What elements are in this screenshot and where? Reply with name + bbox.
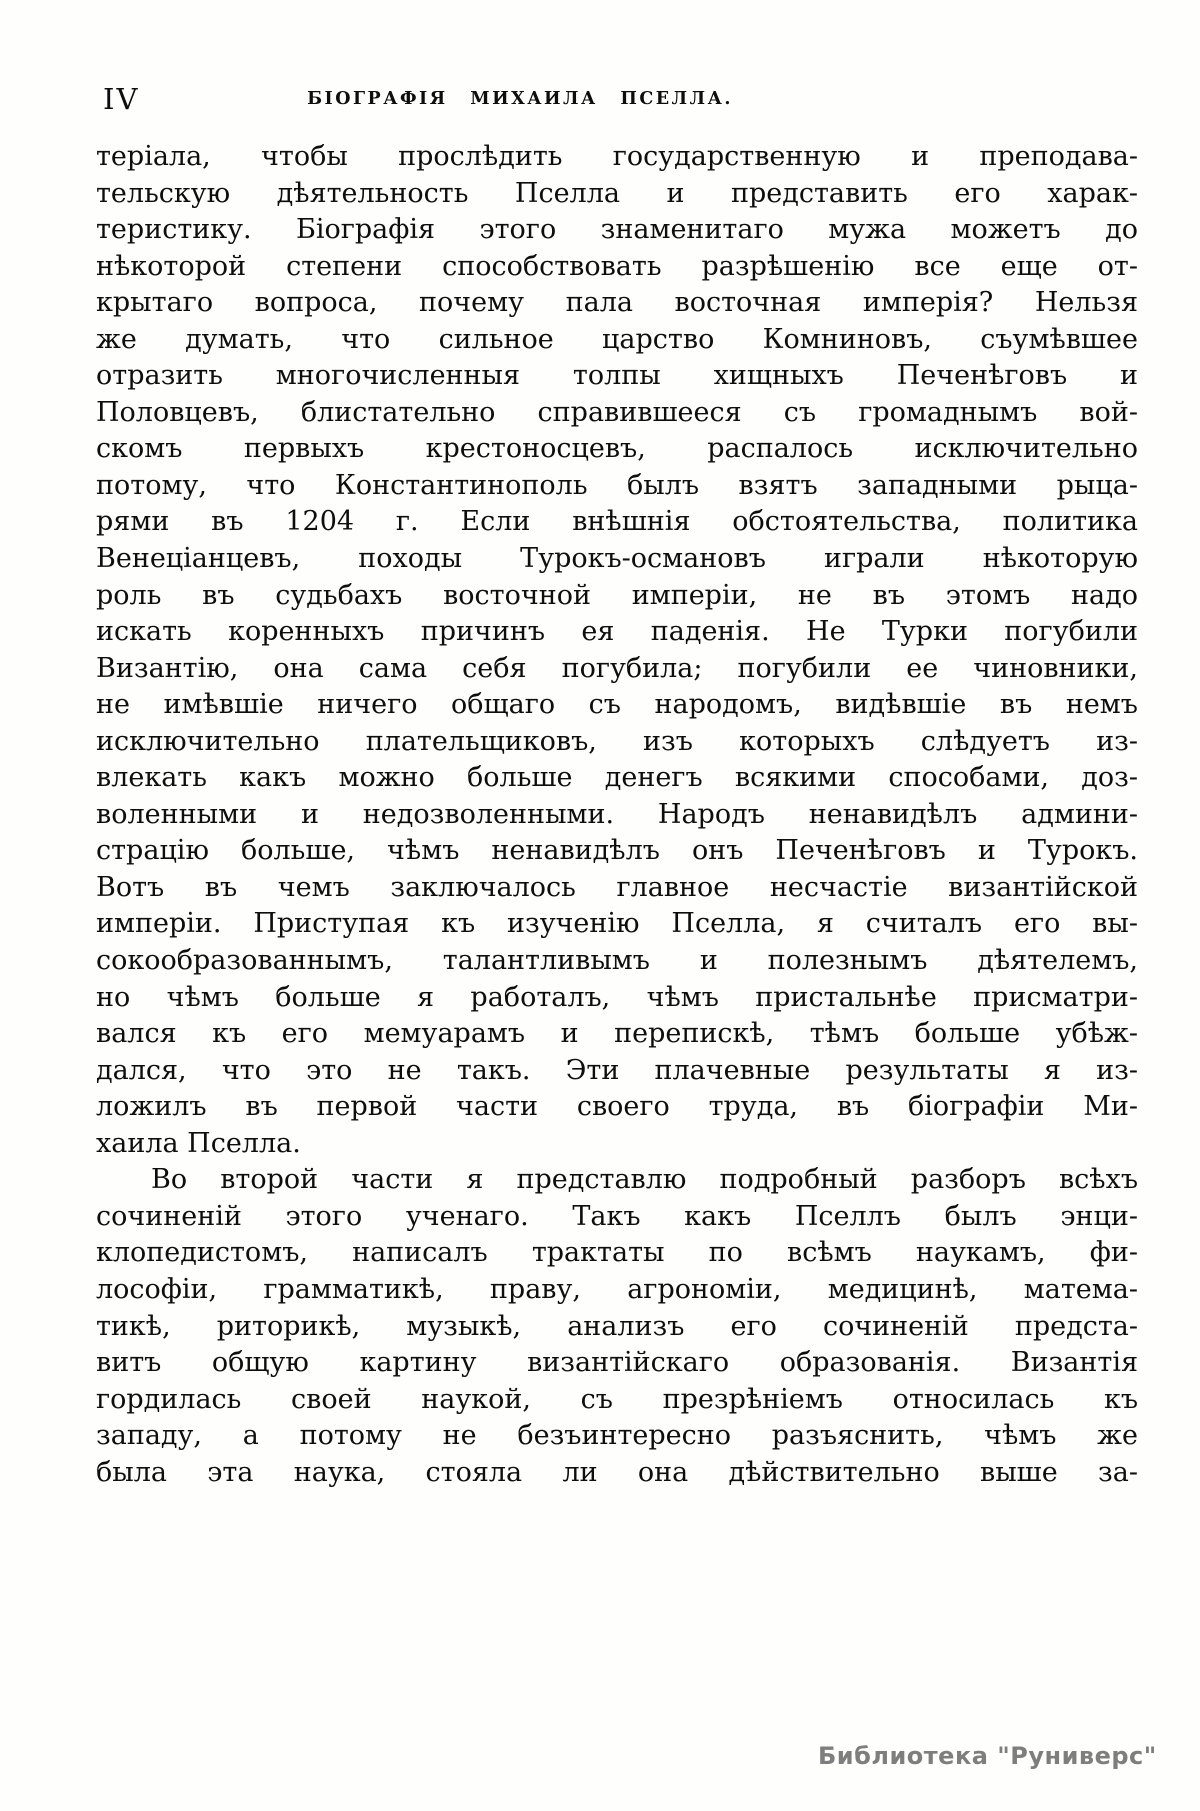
text-line: но чѣмъ больше я работалъ, чѣмъ пристальнѣе присматри- — [96, 981, 1138, 1013]
page-header — [0, 82, 1200, 122]
text-line: клопедистомъ, написалъ трактаты по всѣмъ наукамъ, фи- — [96, 1237, 1138, 1269]
text-line: Венеціанцевъ, походы Турокъ-османовъ играли нѣкоторую — [96, 543, 1138, 575]
text-line: исключительно плательщиковъ, изъ которыхъ слѣдуетъ из- — [96, 725, 1138, 757]
running-title: БІОГРАФІЯ МИХАИЛА ПСЕЛЛА. — [307, 89, 733, 109]
text-line: крытаго вопроса, почему пала восточная имперія? Нельзя — [96, 287, 1138, 319]
text-line: Половцевъ, блистательно справившееся съ громаднымъ вой- — [96, 396, 1138, 428]
text-line: сокообразованнымъ, талантливымъ и полезнымъ дѣятелемъ, — [96, 945, 1138, 977]
text-line: витъ общую картину византійскаго образованія. Византія — [96, 1347, 1138, 1379]
text-line: страцію больше, чѣмъ ненавидѣлъ онъ Печенѣговъ и Турокъ. — [96, 835, 1138, 867]
text-line: роль въ судьбахъ восточной имперіи, не въ этомъ надо — [96, 579, 1138, 611]
text-line: лософіи, грамматикѣ, праву, агрономіи, медицинѣ, матема- — [96, 1273, 1138, 1305]
text-line: тельскую дѣятельность Пселла и представить его харак- — [96, 177, 1138, 209]
body-text — [96, 139, 1138, 1491]
text-line: хаила Пселла. — [96, 1127, 301, 1159]
text-line: искать коренныхъ причинъ ея паденія. Не Турки погубили — [96, 616, 1138, 648]
text-line: тикѣ, риторикѣ, музыкѣ, анализъ его сочиненій предста- — [96, 1310, 1138, 1342]
text-line: влекать какъ можно больше денегъ всякими способами, доз- — [96, 762, 1138, 794]
text-line: ложилъ въ первой части своего труда, въ біографіи Ми- — [96, 1091, 1138, 1123]
text-line: рями въ 1204 г. Если внѣшнія обстоятельства, политика — [96, 506, 1138, 538]
text-line: дался, что это не такъ. Эти плачевные результаты я из- — [96, 1054, 1138, 1086]
text-line: гордилась своей наукой, съ презрѣніемъ относилась къ — [96, 1383, 1138, 1415]
library-watermark: Библиотека "Руниверс" — [818, 1742, 1157, 1770]
text-line: отразить многочисленныя толпы хищныхъ Печенѣговъ и — [96, 360, 1138, 392]
text-line: потому, что Константинополь былъ взятъ западными рыца- — [96, 469, 1138, 501]
text-line: скомъ первыхъ крестоносцевъ, распалось исключительно — [96, 433, 1138, 465]
text-line: теріала, чтобы прослѣдить государственную и преподава- — [96, 141, 1138, 172]
text-line: западу, а потому не безъинтересно разъяснить, чѣмъ же — [96, 1420, 1138, 1452]
paragraph — [96, 139, 1138, 1162]
text-line: воленными и недозволенными. Народъ ненавидѣлъ админи- — [96, 798, 1138, 830]
text-line: Вотъ въ чемъ заключалось главное несчастіе византійской — [96, 871, 1138, 903]
text-line: Византію, она сама себя погубила; погубили ее чиновники, — [96, 652, 1138, 684]
text-line: не имѣвшіе ничего общаго съ народомъ, видѣвшіе въ немъ — [96, 689, 1138, 721]
paragraph — [96, 1162, 1138, 1491]
text-line: теристику. Біографія этого знаменитаго мужа можетъ до — [96, 214, 1138, 246]
page-number: IV — [103, 82, 140, 116]
text-line: была эта наука, стояла ли она дѣйствительно выше за- — [96, 1456, 1138, 1488]
text-line: же думать, что сильное царство Комниновъ, съумѣвшее — [96, 323, 1138, 355]
text-line: вался къ его мемуарамъ и перепискѣ, тѣмъ больше убѣж- — [96, 1018, 1138, 1050]
text-line: сочиненій этого ученаго. Такъ какъ Пселлъ былъ энци- — [96, 1200, 1138, 1232]
text-line: нѣкоторой степени способствовать разрѣшенію все еще от- — [96, 250, 1138, 282]
text-line: имперіи. Приступая къ изученію Пселла, я считалъ его вы- — [96, 908, 1138, 940]
text-line: Во второй части я представлю подробный разборъ всѣхъ — [151, 1164, 1138, 1196]
